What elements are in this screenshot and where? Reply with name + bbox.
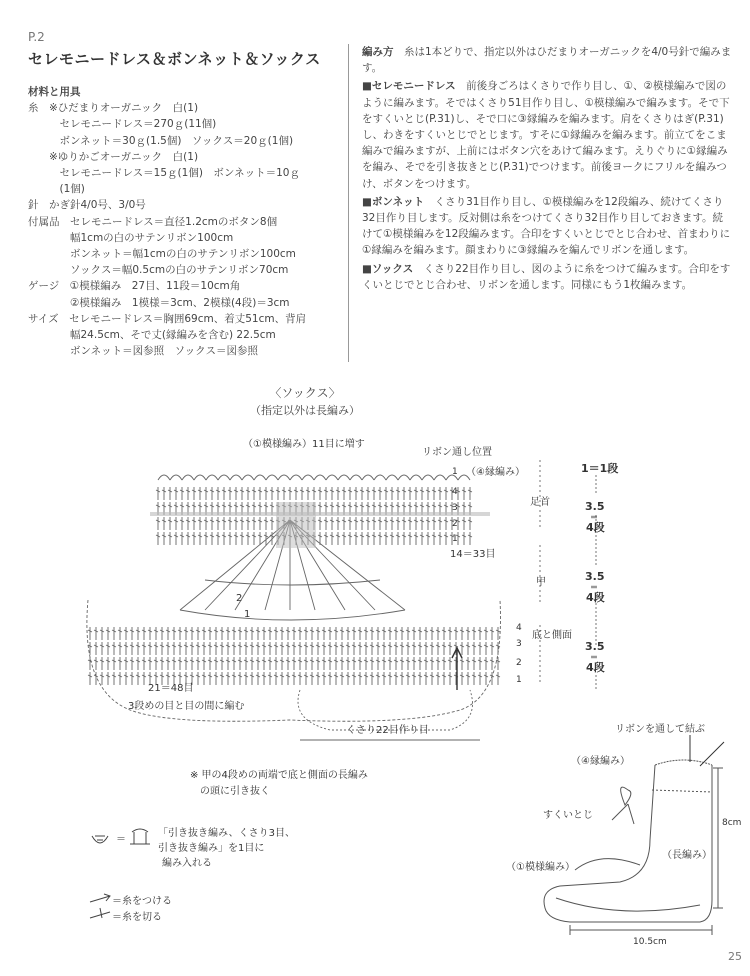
instruction-paragraph [362, 194, 732, 259]
picot-edge [158, 475, 470, 480]
row-label: 1 [452, 467, 458, 477]
materials-line: (1個) [28, 183, 85, 196]
page-ref: P.2 [28, 30, 45, 44]
legend-b: ＝糸をつける [112, 896, 172, 907]
sock-width: 10.5cm [633, 937, 667, 947]
column-divider [348, 44, 349, 362]
sock-seam: すくいとじ [543, 810, 593, 821]
note-2: の頭に引き抜く [190, 786, 270, 797]
label-ribbon-pos: リボン通し位置 [422, 447, 492, 458]
sock-dc: （長編み） [662, 850, 712, 861]
sole-rows [88, 627, 500, 685]
small-label-2: 2 [236, 593, 243, 604]
materials-line: ソックス＝幅0.5cmの白のサテンリボン70cm [28, 264, 289, 277]
materials-line: ゲージ ①模様編み 27目、11段＝10cm角 [28, 280, 241, 293]
sock-height: 8cm [722, 818, 742, 828]
materials-line: 針 かぎ針4/0号、3/0号 [28, 199, 146, 212]
sock-edge: （④縁編み） [571, 756, 630, 767]
row-label: 4 [516, 623, 522, 633]
instructions-section [362, 44, 732, 295]
instruction-label: 編み方 [362, 46, 394, 58]
materials-line: ボンネット＝30ｇ(1.5個) ソックス＝20ｇ(1個) [28, 134, 294, 147]
materials-line: ②模様編み 1模様＝3cm、2模様(4段)＝3cm [28, 296, 290, 309]
sock-pattern: （①模様編み） [506, 862, 575, 873]
instruction-label: ■セレモニードレス [362, 80, 456, 93]
instruction-label: ■ソックス [362, 262, 414, 275]
materials-line: 幅1cmの白のサテンリボン100cm [28, 231, 234, 244]
row-label: 3 [452, 503, 458, 513]
scale-a-0: 3.5 [585, 500, 605, 513]
scale-top: 1＝1段 [581, 462, 619, 475]
label-chain: くさり22目作り目 [346, 725, 429, 736]
label-ashikubi: 足首 [530, 497, 550, 508]
scale-a-1: 3.5 [585, 570, 605, 583]
materials-section [28, 84, 338, 359]
row-labels [452, 467, 522, 685]
legend-a-2: 引き抜き編み」を1目に [158, 843, 265, 854]
label-sole: 底と側面 [532, 630, 572, 641]
chain-start [298, 690, 473, 730]
instruction-label: ■ボンネット [362, 195, 425, 208]
label-between: 3段めの目と目の間に編む [128, 701, 245, 712]
legend-a-3: 編み入れる [162, 858, 212, 869]
note-1: ※ 甲の4段めの両端で底と側面の長編み [190, 770, 368, 781]
sock-ribbon: リボンを通して結ぶ [615, 724, 705, 735]
label-edge: （④縁編み） [466, 467, 525, 478]
label-21: 21＝48目 [148, 683, 194, 694]
sock-chart [0, 420, 750, 976]
small-label-1: 1 [244, 609, 251, 620]
instruction-text: 前後身ごろはくさりで作り目し、①、②模様編みで図のように編みます。そではくさり51目作り目し、①模様編みで編みます。そで下をすくいとじ(P.31)し、そで口に③縁編みを編みます。肩をくさりはぎ(P.31)し、わきをすくいとじでとじます。すそに①縁編みを編みます。前立てをこま編みで編みますが、上前にはボタン穴をあけて編みます。えりぐりに①縁編みを編み、そでを引き抜きとじ(P.31)でつけます。前後ヨークにフリルを編みつけ、ボタンをつけます。 [362, 80, 730, 190]
instruction-text: くさり31目作り目し、①模様編みを12段編み、続けてくさり32目作り目します。反対側は糸をつけてくさり32目作り目しておきます。続けて①模様編みを12段編みます。合印をすくいとじでとじ合わせ、首まわりに①縁編みを編みます。顔まわりに③縁編みを編んでリボンを通します。 [362, 195, 731, 257]
legend-symbol-a-icon [92, 836, 108, 843]
materials-line: セレモニードレス＝270ｇ(11個) [28, 118, 217, 131]
label-increase: （①模様編み）11目に増す [243, 439, 365, 450]
materials-line: ※ゆりかごオーガニック 白(1) [28, 150, 199, 163]
row-label: 1 [452, 534, 458, 544]
legend-symbol-b-icon [130, 829, 150, 844]
materials-line: ボンネット＝幅1cmの白のサテンリボン100cm [28, 248, 296, 261]
label-kou: 甲 [536, 577, 546, 588]
page-title: セレモニードレス＆ボンネット＆ソックス [28, 50, 321, 68]
materials-line: 付属品 セレモニードレス＝直径1.2cmのボタン8個 [28, 215, 278, 228]
instruction-text: くさり22目作り目し、図のように糸をつけて編みます。合印をすくいとじでとじ合わせ、リボンを通します。同様にもう1枚編みます。 [362, 262, 731, 291]
legend-c: ＝糸を切る [112, 912, 162, 923]
page-number: 25 [728, 950, 742, 963]
materials-line: セレモニードレス＝15ｇ(1個) ボンネット＝10ｇ [28, 167, 300, 180]
row-label: 3 [516, 639, 522, 649]
instruction-paragraph [362, 261, 732, 293]
row-label: 4 [452, 487, 458, 497]
instruction-paragraph [362, 44, 732, 76]
join-yarn-icon [90, 894, 110, 902]
row-label: 1 [516, 675, 522, 685]
diagram-title: 〈ソックス〉 [269, 386, 341, 400]
materials-line: 幅24.5cm、そで丈(縁編みを含む) 22.5cm [28, 329, 276, 342]
materials-heading: 材料と用具 [28, 86, 81, 98]
scale-eq-2: ＝ [590, 653, 598, 662]
scale-b-1: 4段 [586, 591, 605, 604]
diagram-subtitle: （指定以外は長編み） [250, 404, 360, 417]
cut-yarn-icon [90, 908, 110, 918]
materials-line: 糸 ※ひだまりオーガニック 白(1) [28, 102, 199, 115]
scale-b-2: 4段 [586, 661, 605, 674]
scale-eq-1: ＝ [590, 583, 598, 592]
row-label: 2 [452, 519, 458, 529]
legend-a-1: 「引き抜き編み、くさり3目、 [158, 828, 295, 839]
materials-line: ボンネット＝図参照 ソックス＝図参照 [28, 345, 259, 358]
scale-eq-0: ＝ [590, 513, 598, 522]
legend-eq: ＝ [116, 834, 126, 845]
instruction-paragraph [362, 78, 732, 191]
materials-line: サイズ セレモニードレス＝胸囲69cm、着丈51cm、背肩 [28, 312, 307, 325]
instruction-text: 糸は1本どりで、指定以外はひだまりオーガニックを4/0号針で編みます。 [362, 46, 732, 75]
materials-list [28, 100, 338, 359]
scale-a-2: 3.5 [585, 640, 605, 653]
scale-b-0: 4段 [586, 521, 605, 534]
row-label: 2 [516, 658, 522, 668]
label-14: 14＝33目 [450, 549, 496, 560]
